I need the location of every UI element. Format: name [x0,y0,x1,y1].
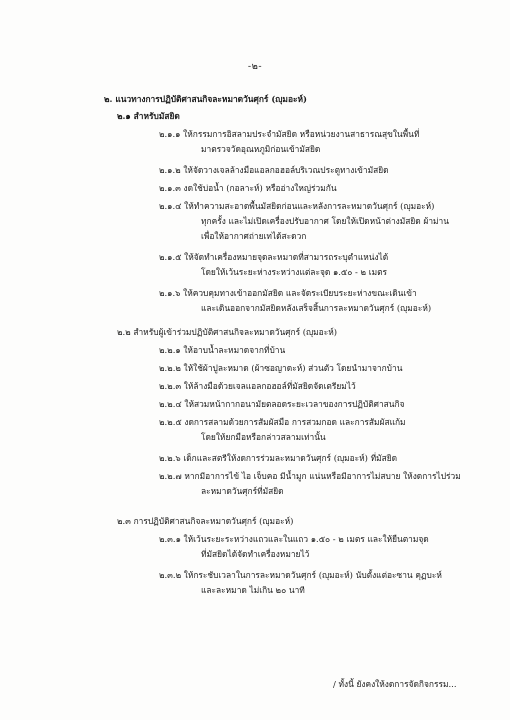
item-2-1-4-line-2: ทุกครั้ง และไม่เปิดเครื่องปรับอากาศ โดยให้เปิดหน้าต่างมัสยิด ผ้าม่าน [201,216,449,226]
section-title-2-2: ๒.๒ สำหรับผู้เข้าร่วมปฏิบัติศาสนกิจละหมาดวันศุกร์ (ญุมอะห์) [117,327,337,337]
item-2-2-7-line-1: ๒.๒.๗ หากมีอาการไข้ ไอ เจ็บคอ มีน้ำมูก แน่นหรือมีอาการไม่สบาย ให้งดการไปร่วม [159,471,461,481]
item-2-2-5-line-1: ๒.๒.๕ งดการสลามด้วยการสัมผัสมือ การสวมกอด และการสัมผัสแก้ม [159,417,406,427]
section-title-2-3: ๒.๓ การปฏิบัติศาสนกิจละหมาดวันศุกร์ (ญุมอะห์) [117,516,294,526]
item-2-1-3: ๒.๑.๓ งดใช้บ่อน้ำ (กอลาะห์) หรืออ่างใหญ่ร่วมกัน [159,183,337,193]
item-2-1-5-line-2: โดยให้เว้นระยะห่างระหว่างแต่ละจุด ๑.๕๐ - ๒ เมตร [201,267,388,277]
item-2-2-3: ๒.๒.๓ ให้ล้างมือด้วยเจลแอลกอฮอล์ที่มัสยิดจัดเตรียมไว้ [159,381,356,391]
item-2-1-4-line-3: เพื่อให้อากาศถ่ายเทได้สะดวก [201,231,307,241]
item-2-3-2-line-2: และละหมาด ไม่เกิน ๒๐ นาที [201,585,305,595]
item-2-2-2: ๒.๒.๒ ให้ใช้ผ้าปูละหมาด (ผ้าซอญาดะห์) ส่วนตัว โดยนำมาจากบ้าน [159,363,403,373]
page-number: -๒- [247,61,263,72]
continuation-note: / ทั้งนี้ ยังคงให้งดการจัดกิจกรรม... [333,679,457,689]
item-2-3-2-line-1: ๒.๓.๒ ให้กระชับเวลาในการละหมาดวันศุกร์ (ญุมอะห์) นับตั้งแต่อะซาน คุฏบะห์ [159,570,442,580]
item-2-1-5-line-1: ๒.๑.๕ ให้จัดทำเครื่องหมายจุดละหมาดที่สามารถระบุตำแหน่งได้ [159,252,389,262]
item-2-1-2: ๒.๑.๒ ให้จัดวางเจลล้างมือแอลกอฮอล์บริเวณประตูทางเข้ามัสยิด [159,165,389,175]
item-2-1-6-line-1: ๒.๑.๖ ให้ควบคุมทางเข้าออกมัสยิด และจัดระเบียบระยะห่างขณะเดินเข้า [159,288,417,298]
item-2-1-1-line-2: มาตรวจวัดอุณหภูมิก่อนเข้ามัสยิด [201,144,321,154]
main-heading: ๒. แนวทางการปฏิบัติศาสนกิจละหมาดวันศุกร์ (ญุมอะห์) [104,94,307,104]
item-2-1-4-line-1: ๒.๑.๔ ให้ทำความสะอาดพื้นมัสยิดก่อนและหลังการละหมาดวันศุกร์ (ญุมอะห์) [159,201,435,211]
item-2-3-1-line-1: ๒.๓.๑ ให้เว้นระยะระหว่างแถวและในแถว ๑.๕๐ - ๒ เมตร และให้ยืนตามจุด [159,534,429,544]
item-2-1-6-line-2: และเดินออกจากมัสยิดหลังเสร็จสิ้นการละหมาดวันศุกร์ (ญุมอะห์) [201,303,432,313]
item-2-2-4: ๒.๒.๔ ให้สวมหน้ากากอนามัยตลอดระยะเวลาของการปฏิบัติศาสนกิจ [159,399,405,409]
item-2-2-5-line-2: โดยให้ยกมือหรือกล่าวสลามเท่านั้น [201,432,326,442]
item-2-2-1: ๒.๒.๑ ให้อาบน้ำละหมาดจากที่บ้าน [159,345,286,355]
item-2-2-7-line-2: ละหมาดวันศุกร์ที่มัสยิด [201,486,284,496]
item-2-1-1-line-1: ๒.๑.๑ ให้กรรมการอิสลามประจำมัสยิด หรือหน่วยงานสาธารณสุขในพื้นที่ [159,129,420,139]
item-2-2-6: ๒.๒.๖ เด็กและสตรีให้งดการร่วมละหมาดวันศุกร์ (ญุมอะห์) ที่มัสยิด [159,453,398,463]
item-2-3-1-line-2: ที่มัสยิดได้จัดทำเครื่องหมายไว้ [201,549,310,559]
section-title-2-1: ๒.๑ สำหรับมัสยิด [117,111,180,121]
